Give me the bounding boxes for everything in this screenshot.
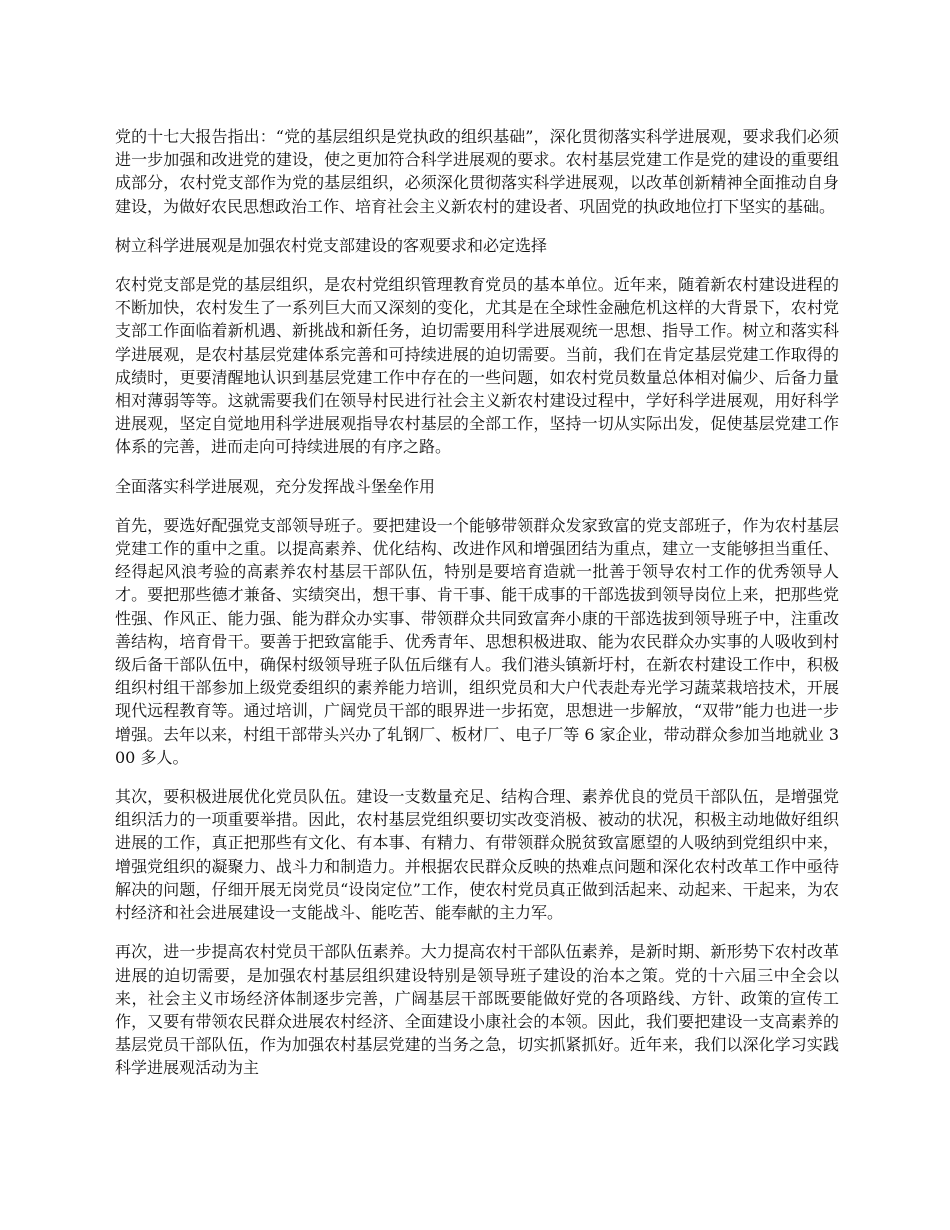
- body-paragraph-2: 首先，要选好配强党支部领导班子。要把建设一个能够带领群众发家致富的党支部班子，作为农村基层党建工作的重中之重。以提高素养、优化结构、改进作风和增强团结为重点，建立一支能够担当重任、经得起风浪考验的高素养农村基层干部队伍，特别是要培育造就一批善于领导农村工作的优秀领导人才。要把那些德才兼备、实绩突出，想干事、肯干事、能干成事的干部选拔到领导岗位上来，把那些党性强、作风正、能力强、能为群众办实事、带领群众共同致富奔小康的干部选拔到领导班子中，注重改善结构，培育骨干。要善于把致富能手、优秀青年、思想积极进取、能为农民群众办实事的人吸收到村级后备干部队伍中，确保村级领导班子队伍后继有人。我们港头镇新圩村，在新农村建设工作中，积极组织村组干部参加上级党委组织的素养能力培训，组织党员和大户代表赴寿光学习蔬菜栽培技术，开展现代远程教育等。通过培训，广阔党员干部的眼界进一步拓宽，思想进一步解放，“双带”能力也进一步增强。去年以来，村组干部带头兴办了轧钢厂、板材厂、电子厂等 6 家企业，带动群众参加当地就业 300 多人。: [115, 515, 839, 767]
- section-heading-1: 树立科学进展观是加强农村党支部建设的客观要求和必定选择: [115, 235, 548, 255]
- document-page: [115, 125, 839, 1096]
- body-paragraph-4: 再次，进一步提高农村党员干部队伍素养。大力提高农村干部队伍素养，是新时期、新形势下农村改革进展的迫切需要，是加强农村基层组织建设特别是领导班子建设的治本之策。党的十六届三中全会以来，社会主义市场经济体制逐步完善，广阔基层干部既要能做好党的各项路线、方针、政策的宣传工作，又要有带领农民群众进展农村经济、全面建设小康社会的本领。因此，我们要把建设一支高素养的基层党员干部队伍，作为加强农村基层党建的当务之急，切实抓紧抓好。近年来，我们以深化学习实践科学进展观活动为主: [115, 942, 839, 1078]
- intro-paragraph: 党的十七大报告指出：“党的基层组织是党执政的组织基础”，深化贯彻落实科学进展观，要求我们必须进一步加强和改进党的建设，使之更加符合科学进展观的要求。农村基层党建工作是党的建设的重要组成部分，农村党支部作为党的基层组织，必须深化贯彻落实科学进展观，以改革创新精神全面推动自身建设，为做好农民思想政治工作、培育社会主义新农村的建设者、巩固党的执政地位打下坚实的基础。: [115, 127, 839, 216]
- body-paragraph-3: 其次，要积极进展优化党员队伍。建设一支数量充足、结构合理、素养优良的党员干部队伍，是增强党组织活力的一项重要举措。因此，农村基层党组织要切实改变消极、被动的状况，积极主动地做好组织进展的工作，真正把那些有文化、有本事、有精力、有带领群众脱贫致富愿望的人吸纳到党组织中来，增强党组织的凝聚力、战斗力和制造力。并根据农民群众反映的热难点问题和深化农村改革工作中亟待解决的问题，仔细开展无岗党员“设岗定位”工作，使农村党员真正做到活起来、动起来、干起来，为农村经济和社会进展建设一支能战斗、能吃苦、能奉献的主力军。: [115, 787, 839, 923]
- body-paragraph-1: 农村党支部是党的基层组织，是农村党组织管理教育党员的基本单位。近年来，随着新农村建设进程的不断加快，农村发生了一系列巨大而又深刻的变化，尤其是在全球性金融危机这样的大背景下，农村党支部工作面临着新机遇、新挑战和新任务，迫切需要用科学进展观统一思想、指导工作。树立和落实科学进展观，是农村基层党建体系完善和可持续进展的迫切需要。当前，我们在肯定基层党建工作取得的成绩时，更要清醒地认识到基层党建工作中存在的一些问题，如农村党员数量总体相对偏少、后备力量相对薄弱等等。这就需要我们在领导村民进行社会主义新农村建设过程中，学好科学进展观，用好科学进展观，坚定自觉地用科学进展观指导农村基层的全部工作，坚持一切从实际出发，促使基层党建工作体系的完善，进而走向可持续进展的有序之路。: [115, 275, 839, 457]
- section-heading-2: 全面落实科学进展观，充分发挥战斗堡垒作用: [115, 476, 436, 496]
